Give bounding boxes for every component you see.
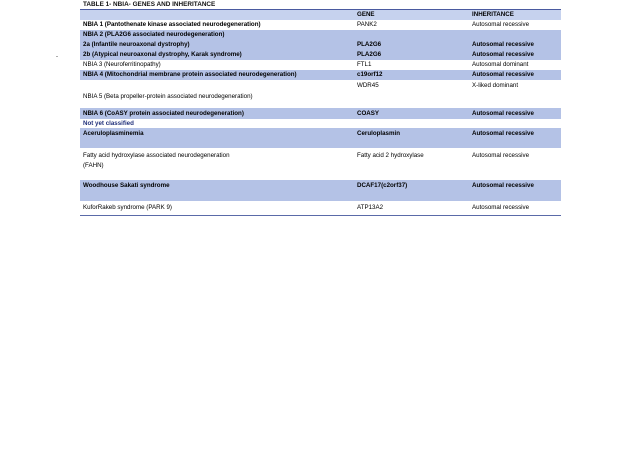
gene-cell: FTL1 bbox=[357, 61, 372, 68]
gene-cell: PANK2 bbox=[357, 21, 377, 28]
gene-cell: WDR45 bbox=[357, 82, 379, 89]
table-row bbox=[80, 108, 561, 119]
stray-dash: - bbox=[56, 54, 58, 60]
table-row bbox=[80, 70, 561, 80]
disease-cell: Fatty acid hydroxylase associated neurodegeneration bbox=[83, 152, 230, 159]
inheritance-cell: Autosomal recessive bbox=[472, 71, 534, 78]
table-row bbox=[80, 180, 561, 201]
table-row bbox=[80, 30, 561, 40]
table-row bbox=[80, 40, 561, 50]
disease-cell: Woodhouse Sakati syndrome bbox=[83, 182, 170, 189]
header-inheritance: INHERITANCE bbox=[472, 11, 514, 18]
inheritance-cell: Autosomal recessive bbox=[472, 152, 530, 159]
gene-cell: c19orf12 bbox=[357, 71, 383, 78]
gene-cell: Fatty acid 2 hydroxylase bbox=[357, 152, 424, 159]
table-row bbox=[80, 201, 561, 216]
gene-cell: PLA2G6 bbox=[357, 41, 382, 48]
table-row bbox=[80, 119, 561, 128]
inheritance-cell: Autosomal dominant bbox=[472, 61, 529, 68]
inheritance-cell: Autosomal recessive bbox=[472, 130, 534, 137]
gene-cell: ATP13A2 bbox=[357, 204, 384, 211]
disease-cell: NBIA 5 (Beta propeller-protein associated neurodegeneration) bbox=[83, 93, 253, 100]
gene-cell: Ceruloplasmin bbox=[357, 130, 400, 137]
gene-cell: PLA2G6 bbox=[357, 51, 382, 58]
nbia-table bbox=[80, 0, 561, 216]
table-row bbox=[80, 128, 561, 148]
table-title: TABLE 1- NBIA- GENES AND INHERITANCE bbox=[80, 0, 561, 10]
header-gene: GENE bbox=[357, 11, 375, 18]
disease-cell: Aceruloplasminemia bbox=[83, 130, 144, 137]
disease-cell: NBIA 4 (Mitochondrial membrane protein associated neurodegeneration) bbox=[83, 71, 297, 78]
inheritance-cell: Autosomal recessive bbox=[472, 21, 530, 28]
disease-cell: 2a (Infantile neuroaxonal dystrophy) bbox=[83, 41, 190, 48]
inheritance-cell: X-liked dominant bbox=[472, 82, 519, 89]
disease-cell: NBIA 2 (PLA2G6 associated neurodegeneration) bbox=[83, 31, 225, 38]
table-row bbox=[80, 80, 561, 108]
inheritance-cell: Autosomal recessive bbox=[472, 110, 534, 117]
disease-cell: NBIA 1 (Pantothenate kinase associated neurodegeneration) bbox=[83, 21, 261, 28]
gene-cell: COASY bbox=[357, 110, 380, 117]
table-row bbox=[80, 50, 561, 60]
table-row bbox=[80, 20, 561, 30]
inheritance-cell: Autosomal recessive bbox=[472, 51, 534, 58]
table-row bbox=[80, 60, 561, 70]
inheritance-cell: Autosomal recessive bbox=[472, 204, 530, 211]
gene-cell: DCAF17(c2orf37) bbox=[357, 182, 408, 189]
table-row bbox=[80, 148, 561, 180]
disease-cell: NBIA 3 (Neuroferritinopathy) bbox=[83, 61, 161, 68]
inheritance-cell: Autosomal recessive bbox=[472, 41, 534, 48]
disease-cell: KuforRakeb syndrome (PARK 9) bbox=[83, 204, 172, 211]
table-header-row bbox=[80, 10, 561, 20]
section-label: Not yet classified bbox=[83, 120, 134, 127]
inheritance-cell: Autosomal recessive bbox=[472, 182, 534, 189]
disease-cell-line2: (FAHN) bbox=[83, 162, 104, 169]
disease-cell: NBIA 6 (CoASY protein associated neurodegeneration) bbox=[83, 110, 244, 117]
disease-cell: 2b (Atypical neuroaxonal dystrophy, Karak syndrome) bbox=[83, 51, 242, 58]
